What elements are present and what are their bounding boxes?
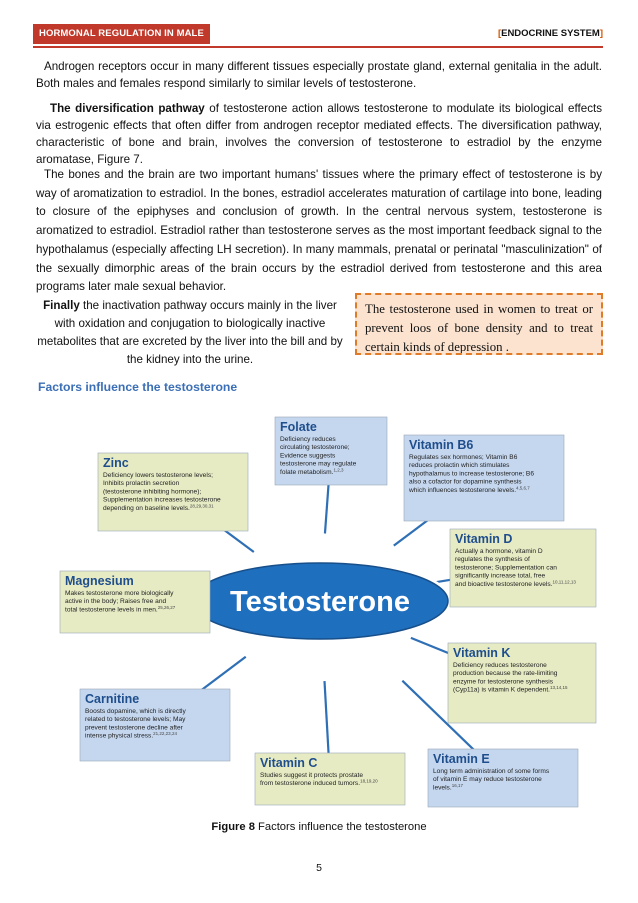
factor-title-carnitine: Carnitine: [85, 692, 140, 706]
testosterone-factors-diagram: [40, 405, 600, 810]
factor-body-line: Evidence suggests: [280, 452, 336, 460]
paragraph-diversification: The diversification pathway of testosterone action allows testosterone to modulate its biological effects via estrogenic effects that often differ from androgen receptor mediated effects. The diversification pathway, characteristic of bone and brain, involves the conversion of testosterone to estradiol by the enzyme aromatase, Figure 7.: [36, 102, 603, 166]
header-section-title: HORMONAL REGULATION IN MALE: [33, 24, 210, 44]
section-subheading: Factors influence the testosterone: [38, 380, 238, 394]
factor-title-vitc: Vitamin C: [260, 756, 318, 770]
paragraph-bones-brain: The bones and the brain are two important humans' tissues where the primary effect of testosterone is by way of aromatization to estradiol. In the bones, estradiol accelerates maturation of cartilage into bone, leading to closure of the epiphyses and conclusion of growth. In the central nervous system, testosterone is aromatized to estradiol. Estradiol rather than testosterone serves as the most important feedback signal to the hypothalamus (especially affecting LH secretion). In many mammals, prenatal or perinatal "masculinization" of the sexually dimorphic areas of the brain occurs by the estradiol derived from testosterone and this area programs later male sexual behavior.: [36, 168, 602, 294]
factor-box-carnitine: [80, 689, 230, 761]
factor-body-line: Deficiency reduces: [280, 436, 336, 443]
factor-body-line: intense physical stress.$^{21,22,23,24}$: [85, 731, 177, 740]
factor-body-line: Actually a hormone, vitamin D: [455, 548, 543, 555]
factor-box-vitc: [255, 753, 405, 805]
factor-title-vite: Vitamin E: [433, 752, 490, 766]
factor-body-line: Deficiency lowers testosterone levels;: [103, 472, 213, 479]
factor-body-line: (testosterone inhibiting hormone);: [103, 488, 202, 496]
factor-body-line: Makes testosterone more biologically: [65, 590, 174, 597]
factor-body-line: regulates the synthesis of: [455, 556, 530, 564]
factor-body-line: depending on baseline levels.$^{28,29,30,31}$: [103, 503, 214, 512]
factor-box-vitd: [450, 529, 596, 607]
factor-body-line: significantly increase total, free: [455, 572, 546, 580]
paragraph-inactivation: Finally the inactivation pathway occurs mainly in the liver with oxidation and conjugation to biologically inactive metabolites that are excreted by the liver into the bill and by the kidney into the urine.: [37, 299, 343, 366]
header-chapter: [ENDOCRINE SYSTEM]: [497, 28, 603, 39]
factor-title-zinc: Zinc: [103, 456, 129, 470]
factor-title-vitk: Vitamin K: [453, 646, 511, 660]
factor-body-line: Deficiency reduces testosterone: [453, 662, 547, 669]
factor-box-vitk: [448, 643, 596, 723]
center-label: Testosterone: [230, 586, 410, 618]
factor-body-line: active in the body; Raises free and: [65, 598, 167, 606]
factor-body-line: Inhibits prolactin secretion: [103, 480, 180, 488]
factor-body-line: of vitamin E may reduce testosterone: [433, 776, 542, 784]
factor-body-line: hypothalamus to increase testosterone; B6: [409, 470, 534, 478]
factor-body-line: Supplementation increases testosterone: [103, 496, 221, 504]
factor-title-magnesium: Magnesium: [65, 574, 134, 588]
factor-body-line: reduces prolactin which stimulates: [409, 462, 510, 470]
page-header: [33, 24, 603, 48]
factor-title-vitb6: Vitamin B6: [409, 438, 474, 452]
factor-body-line: folate metabolism.$^{1,2,3}$: [280, 467, 344, 476]
factor-body-line: related to testosterone levels; May: [85, 716, 186, 724]
factor-box-vitb6: [404, 435, 564, 521]
factor-body-line: production because the rate-limiting: [453, 670, 558, 678]
factor-body-line: Regulates sex hormones; Vitamin B6: [409, 454, 518, 461]
factor-body-line: (Cyp11a) is vitamin K dependent.$^{13,14,15}$: [453, 685, 568, 694]
factor-body-line: prevent testosterone decline after: [85, 724, 183, 732]
page-number: 5: [316, 862, 322, 874]
factor-body-line: total testosterone levels in men.$^{25,26,27}$: [65, 604, 176, 614]
factor-box-zinc: [98, 453, 248, 531]
callout-box: The testosterone used in women to treat or prevent loos of bone density and to treat certain kinds of depression .: [355, 293, 603, 355]
factor-body-line: and bioactive testosterone levels.$^{10,11,12,13}$: [455, 579, 576, 588]
factor-body-line: levels.$^{16,17}$: [433, 782, 463, 792]
factor-box-vite: [428, 749, 578, 807]
factor-box-magnesium: [60, 571, 210, 633]
factor-body-line: testosterone; Supplementation can: [455, 564, 557, 572]
factor-body-line: Long term administration of some forms: [433, 768, 550, 775]
factor-body-line: which influences testosterone levels.$^{4,5,6,7}$: [409, 485, 530, 494]
figure-caption: Figure 8 Factors influence the testosterone: [211, 821, 427, 833]
factor-body-line: Boosts dopamine, which is directly: [85, 708, 186, 715]
factor-title-folate: Folate: [280, 420, 317, 434]
factor-box-folate: [275, 417, 387, 485]
factor-body-line: Studies suggest it protects prostate: [260, 772, 363, 779]
factor-title-vitd: Vitamin D: [455, 532, 513, 546]
factor-body-line: from testosterone induced tumors.$^{18,19,20}$: [260, 778, 378, 788]
paragraph-androgen-receptors: Androgen receptors occur in many different tissues especially prostate gland, external genitalia in the adult. Both males and females respond similarly to similar levels of testosterone.: [36, 60, 602, 90]
factor-body-line: enzyme for testosterone synthesis: [453, 678, 554, 686]
factor-body-line: also a cofactor for dopamine synthesis: [409, 478, 522, 486]
factor-body-line: testosterone may regulate: [280, 460, 357, 468]
factor-body-line: circulating testosterone;: [280, 444, 350, 452]
